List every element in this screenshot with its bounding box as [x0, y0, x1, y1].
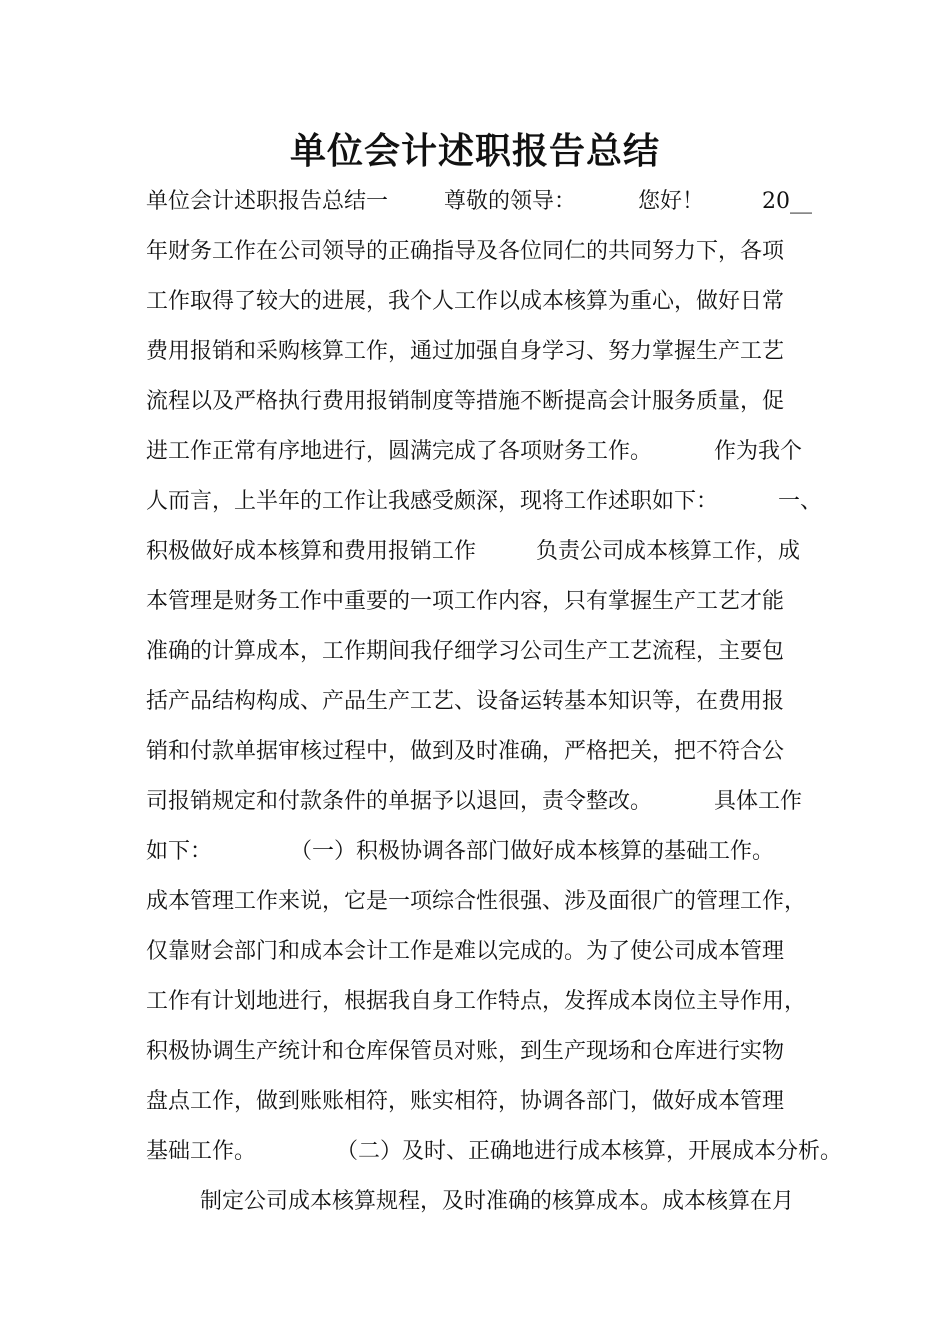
- text-segment: 进工作正常有序地进行，圆满完成了各项财务工作。: [146, 439, 653, 464]
- text-line-17: 工作有计划地进行，根据我自身工作特点，发挥成本岗位主导作用，: [146, 989, 807, 1014]
- text-line-15: 成本管理工作来说，它是一项综合性很强、涉及面很广的管理工作，: [146, 889, 807, 914]
- text-segment: 作为我个: [714, 439, 803, 464]
- text-line-16: 仅靠财会部门和成本会计工作是难以完成的。为了使公司成本管理: [146, 939, 785, 964]
- text-line-20: [146, 1137, 843, 1167]
- subsection-heading: （一）积极协调各部门做好成本核算的基础工作。: [290, 839, 775, 864]
- text-line-3: 工作取得了较大的进展，我个人工作以成本核算为重心，做好日常: [146, 289, 785, 314]
- text-line-19: 盘点工作，做到账账相符，账实相符，协调各部门，做好成本管理: [146, 1089, 785, 1114]
- text-segment: 20__: [762, 189, 813, 214]
- text-line-21: 制定公司成本核算规程，及时准确的核算成本。成本核算在月: [200, 1189, 795, 1214]
- document-title: 单位会计述职报告总结: [289, 131, 660, 172]
- text-segment: 如下：: [146, 839, 213, 864]
- text-segment: 负责公司成本核算工作，成: [536, 539, 801, 564]
- section-heading: 积极做好成本核算和费用报销工作: [146, 539, 477, 564]
- text-line-18: 积极协调生产统计和仓库保管员对账，到生产现场和仓库进行实物: [146, 1039, 785, 1064]
- text-segment: 一、: [778, 489, 823, 514]
- text-line-13: [146, 787, 818, 817]
- text-segment: 具体工作: [714, 789, 803, 814]
- text-segment: 基础工作。: [146, 1139, 257, 1164]
- text-segment: 尊敬的领导：: [444, 189, 577, 214]
- text-line-7: [146, 487, 823, 517]
- text-line-11: 括产品结构构成、产品生产工艺、设备运转基本知识等，在费用报: [146, 689, 785, 714]
- text-segment: 您好！: [638, 189, 705, 214]
- text-line-8: [146, 537, 818, 567]
- subsection-heading: （二）及时、正确地进行成本核算，开展成本分析。: [336, 1139, 843, 1164]
- text-line-10: 准确的计算成本，工作期间我仔细学习公司生产工艺流程，主要包: [146, 639, 785, 664]
- text-line-4: 费用报销和采购核算工作，通过加强自身学习、努力掌握生产工艺: [146, 339, 785, 364]
- text-line-12: 销和付款单据审核过程中，做到及时准确，严格把关，把不符合公: [146, 739, 785, 764]
- text-line-14: [146, 837, 818, 867]
- text-line-1: [146, 187, 818, 217]
- text-segment: 人而言，上半年的工作让我感受颇深，现将工作述职如下：: [146, 489, 719, 514]
- text-line-5: 流程以及严格执行费用报销制度等措施不断提高会计服务质量，促: [146, 389, 785, 414]
- text-segment: 司报销规定和付款条件的单据予以退回，责令整改。: [146, 789, 653, 814]
- text-line-6: [146, 437, 818, 467]
- text-segment: 单位会计述职报告总结一: [146, 189, 389, 214]
- text-line-2: 年财务工作在公司领导的正确指导及各位同仁的共同努力下，各项: [146, 239, 785, 264]
- text-line-9: 本管理是财务工作中重要的一项工作内容，只有掌握生产工艺才能: [146, 589, 785, 614]
